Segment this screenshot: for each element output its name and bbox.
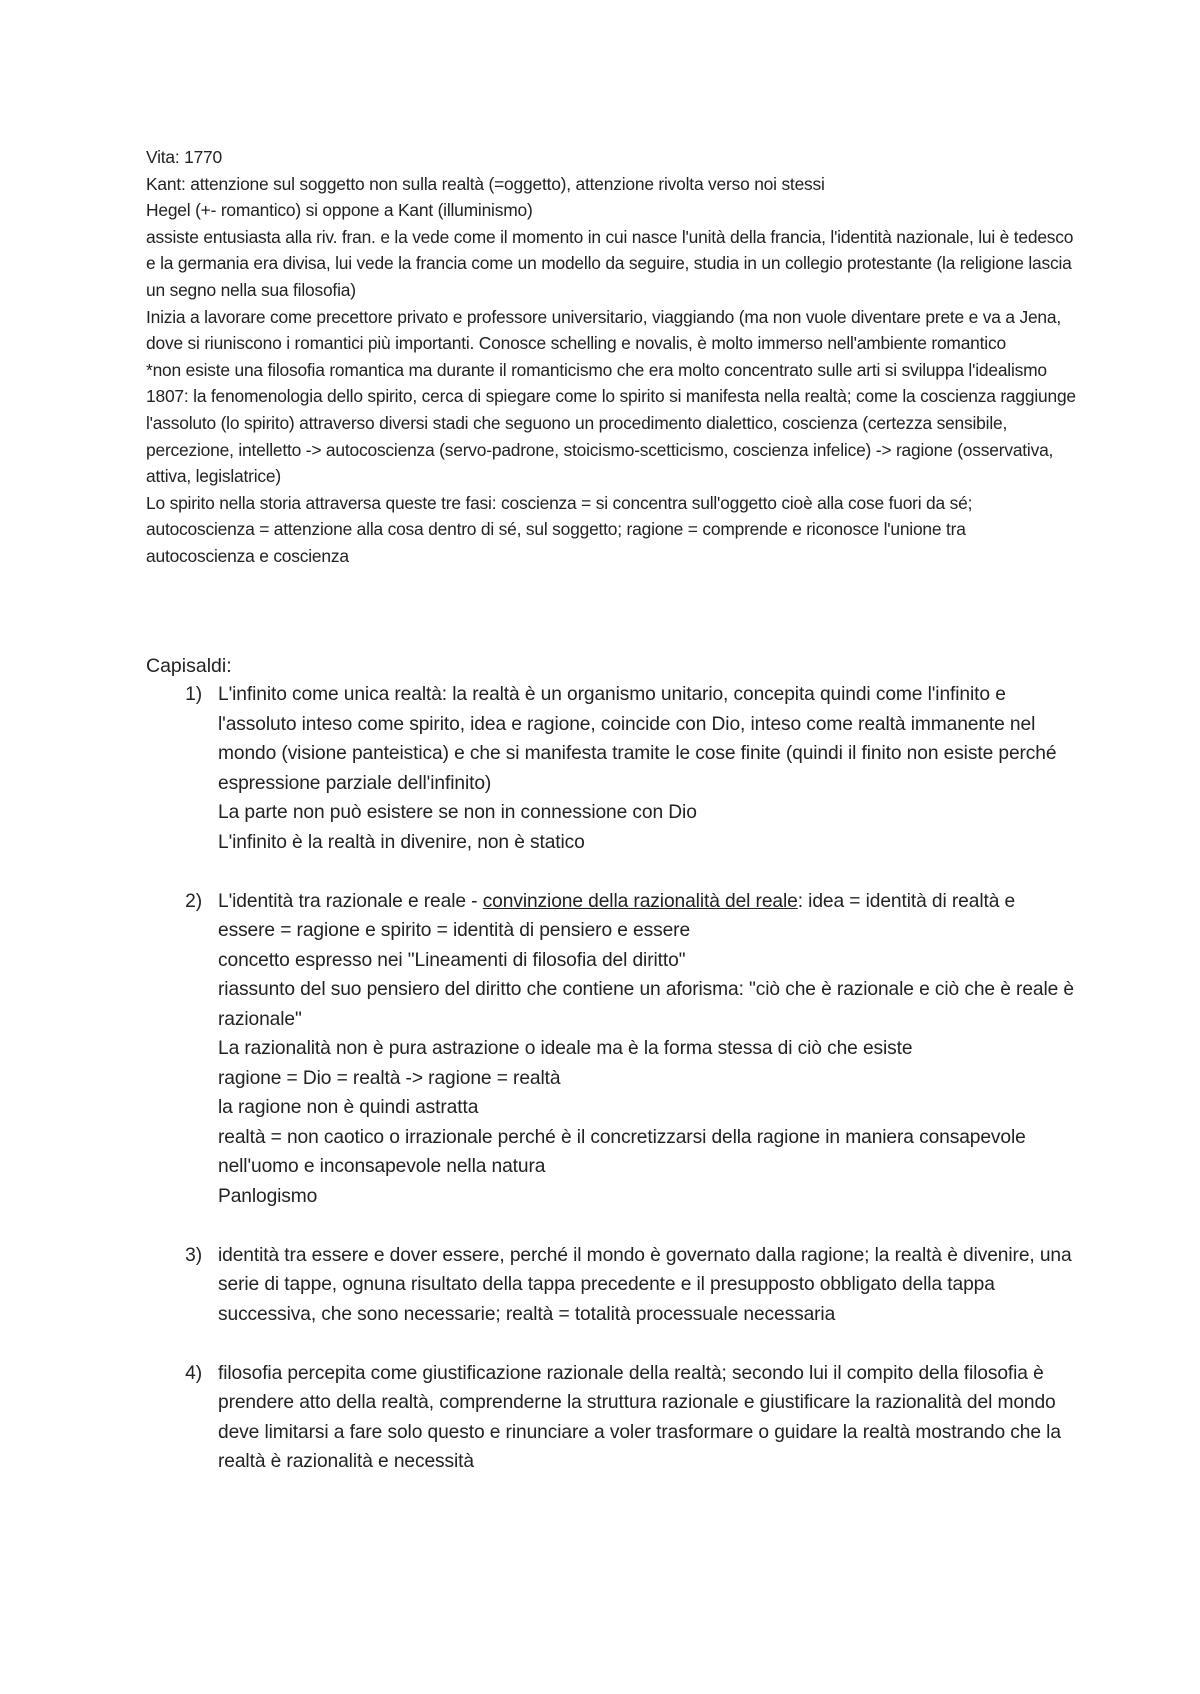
list-item-line: L'infinito è la realtà in divenire, non è statico: [218, 831, 585, 853]
list-item: [146, 680, 1076, 857]
list-item-line: concetto espresso nei "Lineamenti di filosofia del diritto": [218, 949, 686, 971]
intro-section: [146, 144, 1076, 570]
intro-paragraph: Inizia a lavorare come precettore privato e professore universitario, viaggiando (ma non vuole diventare prete e va a Jena, dove si riuniscono i romantici più importanti. Conosce schelling e novalis, è molto immerso nell'ambiente romantico: [146, 306, 1062, 354]
list-item-line: Panlogismo: [218, 1185, 318, 1207]
capisaldi-heading: Capisaldi:: [146, 655, 232, 677]
list-item-number: 2): [185, 890, 202, 912]
list-item: [146, 887, 1076, 1212]
list-item-line: riassunto del suo pensiero del diritto che contiene un aforisma: "ciò che è razionale e ciò che è reale è razionale": [218, 979, 1074, 1030]
list-item-number: 1): [185, 684, 202, 705]
underlined-phrase: convinzione della razionalità del reale: [482, 890, 798, 912]
list-item: [146, 1359, 1076, 1477]
intro-paragraph: Kant: attenzione sul soggetto non sulla realtà (=oggetto), attenzione rivolta verso noi stessi: [146, 173, 825, 194]
list-item-lead: L'identità tra razionale e reale -: [218, 890, 483, 912]
intro-paragraph: Lo spirito nella storia attraversa queste tre fasi: coscienza = si concentra sull'oggetto cioè alla cose fuori da sé; autocoscienza = attenzione alla cosa dentro di sé, sul soggetto; ragione = comprende e riconosce l'unione tra autocoscienza e coscienza: [146, 492, 973, 566]
list-item-line: la ragione non è quindi astratta: [218, 1097, 479, 1118]
intro-paragraph: assiste entusiasta alla riv. fran. e la vede come il momento in cui nasce l'unità della francia, l'identità nazionale, lui è tedesco e la germania era divisa, lui vede la francia come un modello da seguire, studia in un collegio protestante (la religione lascia un segno nella sua filosofia): [146, 226, 1074, 300]
intro-paragraph: Vita: 1770: [146, 147, 223, 167]
list-item-number: 4): [185, 1362, 202, 1384]
list-item-number: 3): [185, 1244, 202, 1266]
list-item-line: ragione = Dio = realtà -> ragione = realtà: [218, 1067, 561, 1089]
list-item-line: L'infinito come unica realtà: la realtà è un organismo unitario, concepita quindi come l'infinito e l'assoluto inteso come spirito, idea e ragione, coincide con Dio, inteso come realtà immanente nel mondo (visione panteistica) e che si manifesta tramite le cose finite (quindi il finito non esiste perché espressione parziale dell'infinito): [218, 684, 1057, 794]
list-item-line: realtà = non caotico o irrazionale perché è il concretizzarsi della ragione in maniera consapevole nell'uomo e inconsapevole nella natura: [218, 1126, 1026, 1177]
intro-paragraph: *non esiste una filosofia romantica ma durante il romanticismo che era molto concentrato sulle arti si sviluppa l'idealismo: [146, 359, 1047, 380]
list-item-line: La razionalità non è pura astrazione o ideale ma è la forma stessa di ciò che esiste: [218, 1038, 913, 1059]
list-item-body: [218, 1359, 1076, 1477]
list-item-body: [218, 887, 1076, 1212]
list-item-rest: : idea = identità di realtà e essere = ragione e spirito = identità di pensiero e essere: [218, 890, 1016, 941]
list-item-body: [218, 1241, 1076, 1330]
intro-paragraph: Hegel (+- romantico) si oppone a Kant (illuminismo): [146, 200, 533, 221]
capisaldi-list: [146, 680, 1076, 1506]
list-item: [146, 1241, 1076, 1330]
intro-paragraph: 1807: la fenomenologia dello spirito, cerca di spiegare come lo spirito si manifesta nella realtà; come la coscienza raggiunge l'assoluto (lo spirito) attraverso diversi stadi che seguono un procedimento dialettico, coscienza (certezza sensibile, percezione, intelletto -> autocoscienza (servo-padrone, stoicismo-scetticismo, coscienza infelice) -> ragione (osservativa, attiva, legislatrice): [146, 386, 1076, 487]
list-item-line: deve limitarsi a fare solo questo e rinunciare a voler trasformare o guidare la realtà mostrando che la realtà è razionalità e necessità: [218, 1421, 1061, 1472]
list-item-line: identità tra essere e dover essere, perché il mondo è governato dalla ragione; la realtà è divenire, una serie di tappe, ognuna risultato della tappa precedente e il presupposto obbligato della tappa successiva, che sono necessarie; realtà = totalità processuale necessaria: [218, 1244, 1072, 1325]
list-item-line: filosofia percepita come giustificazione razionale della realtà; secondo lui il compito della filosofia è prendere atto della realtà, comprenderne la struttura razionale e giustificare la razionalità del mondo: [218, 1362, 1056, 1413]
list-item-body: [218, 680, 1076, 857]
list-item-line: La parte non può esistere se non in connessione con Dio: [218, 802, 697, 823]
list-item-line: [218, 887, 1076, 946]
